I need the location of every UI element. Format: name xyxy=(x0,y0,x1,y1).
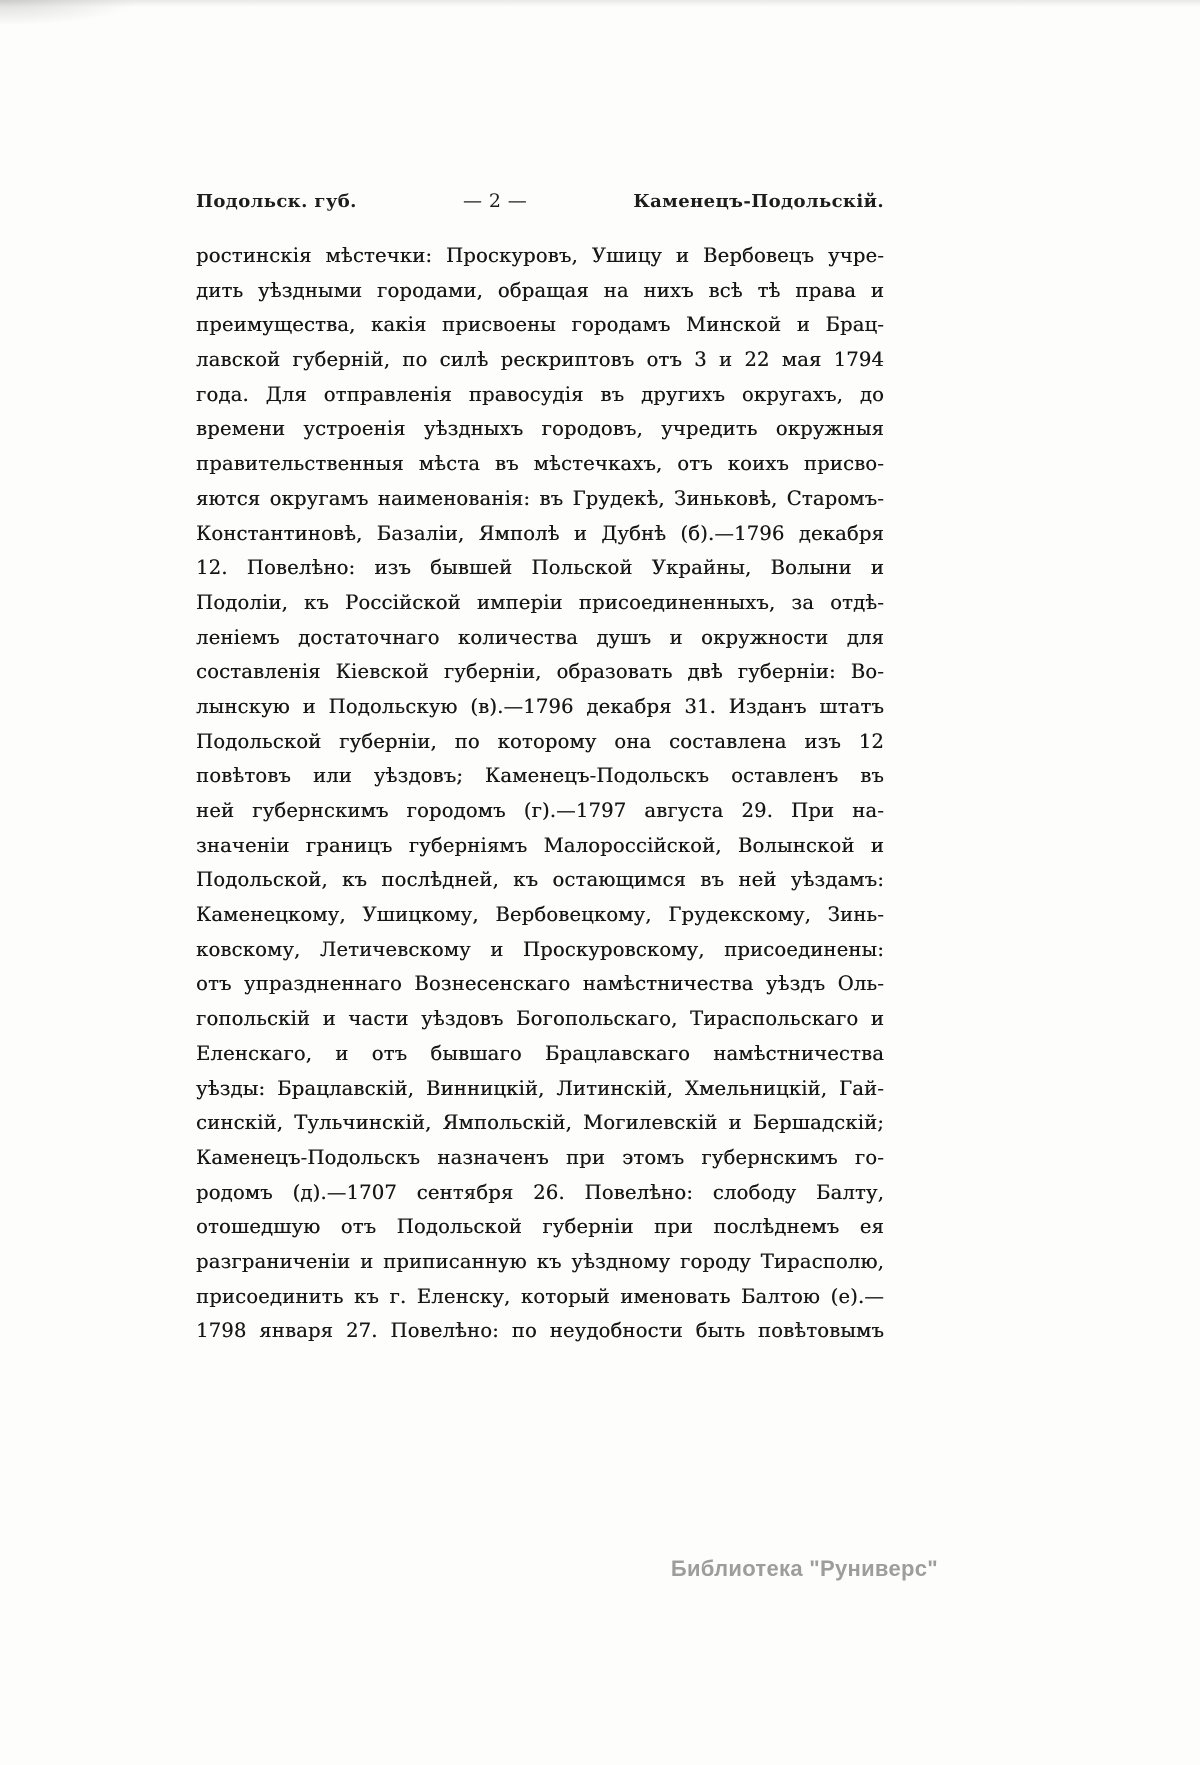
text-line: 12. Повелѣно: изъ бывшей Польской Украйны, Волыни и xyxy=(196,556,884,580)
text-line: 1798 января 27. Повелѣно: по неудобности быть повѣтовымъ xyxy=(196,1319,884,1343)
text-line: правительственныя мѣста въ мѣстечкахъ, отъ коихъ присво- xyxy=(196,452,884,476)
text-line: лавской губерній, по силѣ рескриптовъ отъ 3 и 22 мая 1794 xyxy=(196,348,884,372)
text-line: дить уѣздными городами, обращая на нихъ всѣ тѣ права и xyxy=(196,278,884,302)
text-line: яются округамъ наименованія: въ Грудекѣ, Зиньковѣ, Старомъ- xyxy=(196,486,884,510)
header-left-title: Подольск. губ. xyxy=(196,191,357,212)
text-line: ковскому, Летичевскому и Проскуровскому, присоединены: xyxy=(196,937,884,961)
scan-edge-shadow xyxy=(0,0,1200,7)
running-header xyxy=(196,190,884,212)
text-line: Каменецъ-Подольскъ назначенъ при этомъ губернскимъ го- xyxy=(196,1145,884,1169)
text-line: уѣзды: Брацлавскій, Винницкій, Литинскій, Хмельницкій, Гай- xyxy=(196,1076,884,1100)
text-line: присоединить къ г. Еленску, который именовать Балтою (е).— xyxy=(196,1284,884,1308)
text-line: лынскую и Подольскую (в).—1796 декабря 31. Изданъ штатъ xyxy=(196,694,884,718)
text-line: Подоліи, къ Россійской имперіи присоединенныхъ, за отдѣ- xyxy=(196,590,884,614)
text-line: времени устроенія уѣздныхъ городовъ, учредить окружныя xyxy=(196,417,884,441)
text-line: Константиновѣ, Базаліи, Ямполѣ и Дубнѣ (б).—1796 декабря xyxy=(196,521,884,545)
text-line: Подольской губерніи, по которому она составлена изъ 12 xyxy=(196,729,884,753)
header-right-title: Каменецъ-Подольскій. xyxy=(633,191,884,212)
text-line: Каменецкому, Ушицкому, Вербовецкому, Грудекскому, Зинь- xyxy=(196,903,884,927)
page-number: — 2 — xyxy=(463,190,528,212)
text-line: отошедшую отъ Подольской губерніи при послѣднемъ ея xyxy=(196,1215,884,1239)
text-line: Подольской, къ послѣдней, къ остающимся въ ней уѣздамъ: xyxy=(196,868,884,892)
text-line: гопольскій и части уѣздовъ Богопольскаго, Тираспольскаго и xyxy=(196,1007,884,1031)
text-line: ростинскія мѣстечки: Проскуровъ, Ушицу и Вербовецъ учре- xyxy=(196,244,884,267)
body-text xyxy=(196,239,884,1349)
text-line: повѣтовъ или уѣздовъ; Каменецъ-Подольскъ оставленъ въ xyxy=(196,764,884,788)
text-line: родомъ (д).—1707 сентября 26. Повелѣно: слободу Балту, xyxy=(196,1180,884,1204)
text-line: Еленскаго, и отъ бывшаго Брацлавскаго намѣстничества xyxy=(196,1041,884,1065)
text-line: года. Для отправленія правосудія въ другихъ округахъ, до xyxy=(196,382,884,406)
text-line: синскій, Тульчинскій, Ямпольскій, Могилевскій и Бершадскій; xyxy=(196,1111,884,1135)
scan-corner-shadow xyxy=(0,0,140,26)
text-line: разграниченіи и приписанную къ уѣздному городу Тирасполю, xyxy=(196,1249,884,1273)
page-content xyxy=(196,190,884,1349)
text-line: значеніи границъ губерніямъ Малороссійской, Волынской и xyxy=(196,833,884,857)
text-line: составленія Кіевской губерніи, образовать двѣ губерніи: Во- xyxy=(196,660,884,684)
text-line: отъ упраздненнаго Вознесенскаго намѣстничества уѣздъ Оль- xyxy=(196,972,884,996)
text-line: преимущества, какія присвоены городамъ Минской и Брац- xyxy=(196,313,884,337)
text-line: леніемъ достаточнаго количества душъ и окружности для xyxy=(196,625,884,649)
library-watermark: Библиотека "Руниверс" xyxy=(670,1556,938,1581)
text-line: ней губернскимъ городомъ (г).—1797 августа 29. При на- xyxy=(196,799,884,822)
